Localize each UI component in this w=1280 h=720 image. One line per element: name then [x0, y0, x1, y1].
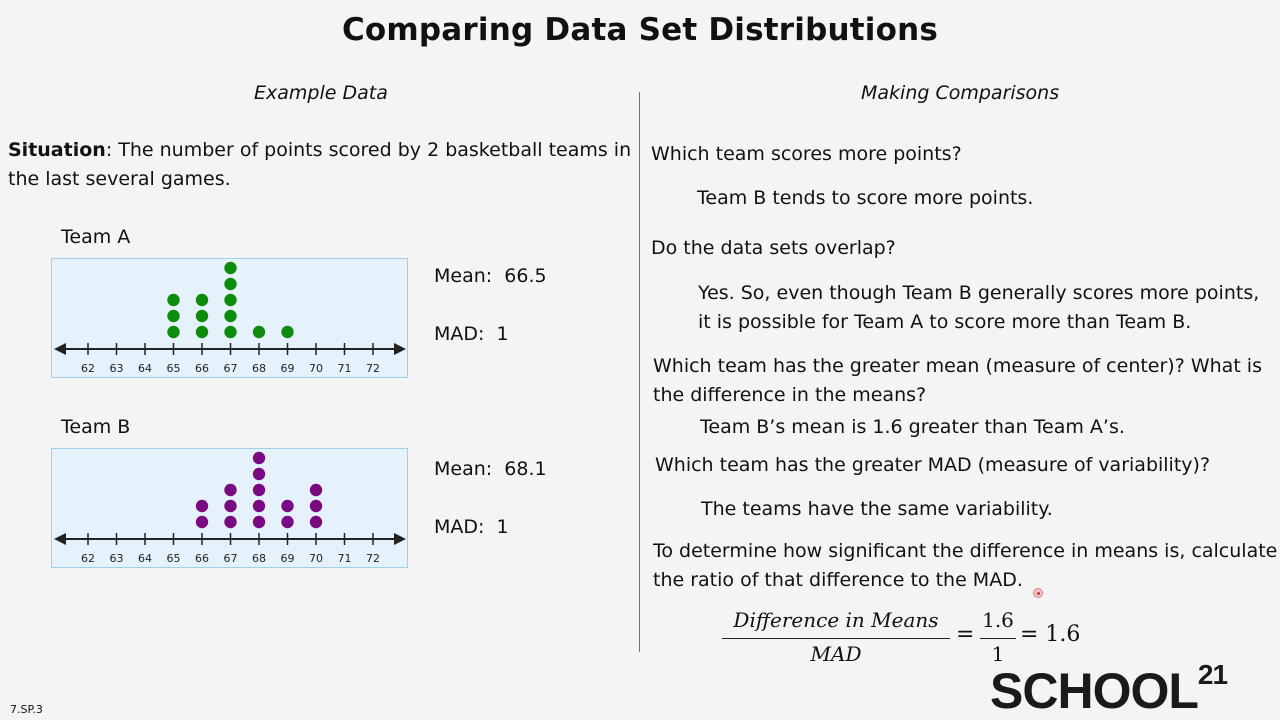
question-mad: Which team has the greater MAD (measure of variability)?	[655, 454, 1211, 476]
team-b-dot	[224, 484, 236, 496]
situation-line2: the last several games.	[8, 168, 231, 190]
team-a-mad-value: 1	[496, 323, 509, 345]
team-a-dot	[224, 262, 236, 274]
team-b-tick-label-68: 68	[252, 552, 266, 565]
team-b-dot	[196, 516, 208, 528]
team-b-dot	[196, 500, 208, 512]
team-b-tick-label-64: 64	[138, 552, 152, 565]
team-a-dot	[196, 310, 208, 322]
team-b-dot	[253, 484, 265, 496]
team-a-dot	[167, 310, 179, 322]
team-b-dot	[224, 516, 236, 528]
answer-overlap-line2: it is possible for Team A to score more than Team B.	[698, 311, 1192, 333]
team-a-mad	[434, 323, 509, 345]
formula-numerator: Difference in Means	[733, 608, 939, 632]
ratio-instruction-line1: To determine how significant the difference in means is, calculate	[653, 540, 1278, 562]
team-b-mad	[434, 516, 509, 538]
situation-text	[8, 136, 638, 194]
formula-num2: 1.6	[982, 608, 1014, 632]
answer-overlap	[698, 279, 1259, 337]
page-title: Comparing Data Set Distributions	[341, 12, 939, 48]
team-b-dot	[281, 500, 293, 512]
standard-code: 7.SP.3	[10, 703, 43, 716]
team-b-tick-label-72: 72	[366, 552, 380, 565]
team-b-dot	[253, 516, 265, 528]
team-b-mean	[434, 458, 547, 480]
team-a-tick-label-62: 62	[81, 362, 95, 375]
answer-mad: The teams have the same variability.	[701, 498, 1053, 520]
team-b-tick-label-63: 63	[109, 552, 124, 565]
team-a-mean-value: 66.5	[504, 265, 547, 287]
pointer-cursor-icon	[1033, 588, 1043, 598]
team-b-dot	[253, 500, 265, 512]
team-a-tick-label-69: 69	[280, 362, 295, 375]
team-b-dot	[253, 452, 265, 464]
team-a-dot	[167, 294, 179, 306]
team-a-dotplot	[52, 259, 409, 379]
answer-more-points: Team B tends to score more points.	[697, 187, 1034, 209]
right-heading: Making Comparisons	[861, 82, 1060, 104]
team-a-tick-label-68: 68	[252, 362, 266, 375]
team-a-dot	[224, 278, 236, 290]
team-a-tick-label-64: 64	[138, 362, 152, 375]
team-a-mean-label: Mean:	[434, 265, 493, 287]
team-b-dotplot-box	[51, 448, 408, 568]
team-a-mean	[434, 265, 547, 287]
team-b-label: Team B	[61, 416, 131, 438]
team-a-dot	[167, 326, 179, 338]
team-a-dot	[224, 326, 236, 338]
team-b-tick-label-70: 70	[309, 552, 323, 565]
team-b-mad-value: 1	[496, 516, 509, 538]
ratio-instruction-line2: the ratio of that difference to the MAD.	[653, 569, 1023, 591]
ratio-instruction	[653, 537, 1277, 595]
team-a-tick-label-72: 72	[366, 362, 380, 375]
team-b-axis-arrow-left	[54, 533, 66, 545]
team-a-label: Team A	[61, 226, 131, 248]
team-a-mad-label: MAD:	[434, 323, 485, 345]
team-b-tick-label-62: 62	[81, 552, 95, 565]
formula-fraction-bar	[722, 638, 950, 639]
team-b-mean-value: 68.1	[504, 458, 547, 480]
formula-denominator: MAD	[810, 642, 862, 666]
team-b-tick-label-66: 66	[195, 552, 209, 565]
team-a-tick-label-70: 70	[309, 362, 323, 375]
team-b-axis-arrow-right	[394, 533, 406, 545]
question-mean	[653, 352, 1262, 410]
team-a-tick-label-71: 71	[337, 362, 352, 375]
team-a-dotplot-box	[51, 258, 408, 378]
formula-equals-1: =	[956, 622, 975, 647]
team-b-tick-label-69: 69	[280, 552, 295, 565]
team-b-dot	[310, 500, 322, 512]
team-b-dot	[224, 500, 236, 512]
question-overlap: Do the data sets overlap?	[651, 237, 896, 259]
team-a-dot	[224, 294, 236, 306]
team-a-dot	[281, 326, 293, 338]
team-b-dot	[253, 468, 265, 480]
team-b-dot	[281, 516, 293, 528]
school21-logo	[990, 659, 1228, 720]
team-b-tick-label-71: 71	[337, 552, 352, 565]
formula-result: = 1.6	[1020, 622, 1081, 647]
column-divider	[639, 92, 640, 652]
formula-den2: 1	[991, 642, 1005, 666]
team-a-axis-arrow-right	[394, 343, 406, 355]
left-heading: Example Data	[254, 82, 388, 104]
question-more-points: Which team scores more points?	[651, 143, 962, 165]
answer-mean: Team B’s mean is 1.6 greater than Team A’s.	[700, 416, 1125, 438]
team-a-tick-label-65: 65	[166, 362, 181, 375]
team-a-axis-arrow-left	[54, 343, 66, 355]
question-mean-line1: Which team has the greater mean (measure of center)? What is	[653, 355, 1262, 377]
team-a-tick-label-67: 67	[223, 362, 238, 375]
situation-label: Situation	[8, 139, 106, 161]
team-a-tick-label-66: 66	[195, 362, 209, 375]
team-a-dot	[196, 294, 208, 306]
team-a-dot	[224, 310, 236, 322]
team-a-tick-label-63: 63	[109, 362, 124, 375]
team-b-mad-label: MAD:	[434, 516, 485, 538]
logo-text: SCHOOL	[990, 663, 1198, 719]
team-b-tick-label-67: 67	[223, 552, 238, 565]
logo-sup: 21	[1197, 659, 1228, 691]
situation-line1: : The number of points scored by 2 basketball teams in	[105, 139, 632, 161]
team-b-dotplot	[52, 449, 409, 569]
team-b-mean-label: Mean:	[434, 458, 493, 480]
team-a-dot	[196, 326, 208, 338]
answer-overlap-line1: Yes. So, even though Team B generally scores more points,	[698, 282, 1260, 304]
team-b-tick-label-65: 65	[166, 552, 181, 565]
team-b-dot	[310, 484, 322, 496]
formula-fraction-bar-2	[980, 638, 1016, 639]
ratio-formula	[720, 604, 1100, 668]
question-mean-line2: the difference in the means?	[653, 384, 927, 406]
team-b-dot	[310, 516, 322, 528]
team-a-dot	[253, 326, 265, 338]
